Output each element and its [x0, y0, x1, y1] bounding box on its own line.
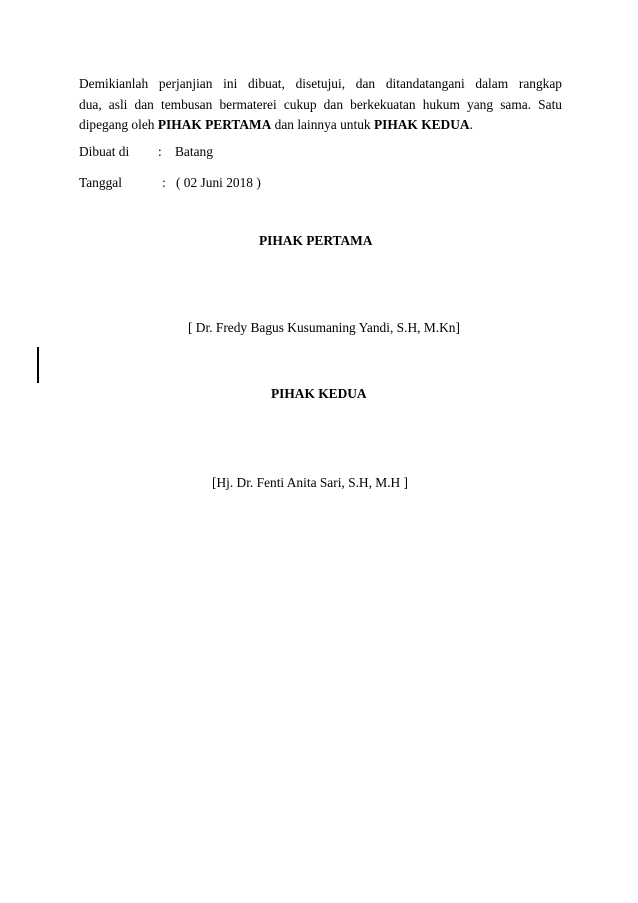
party-two-heading: PIHAK KEDUA: [271, 386, 367, 401]
paragraph-line-3-prefix: dipegang oleh: [79, 117, 158, 132]
party-two-name: [Hj. Dr. Fenti Anita Sari, S.H, M.H ]: [212, 475, 409, 490]
party-one-heading: PIHAK PERTAMA: [259, 233, 373, 248]
paragraph-line-3-middle: dan lainnya untuk: [271, 117, 374, 132]
made-in-value: Batang: [175, 144, 213, 159]
party-two-reference: PIHAK KEDUA: [373, 117, 470, 132]
made-in-colon: :: [158, 144, 162, 159]
date-value: ( 02 Juni 2018 ): [176, 175, 261, 190]
paragraph-line-1: Demikianlah perjanjian ini dibuat, disetujui, dan ditandatangani dalam rangkap: [79, 76, 562, 91]
date-label: Tanggal: [79, 175, 122, 190]
margin-change-bar: [37, 347, 39, 383]
paragraph-line-2: dua, asli dan tembusan bermaterei cukup dan berkekuatan hukum yang sama. Satu: [79, 96, 562, 112]
paragraph-line-3: [79, 115, 562, 136]
date-colon: :: [162, 175, 166, 190]
party-one-reference: PIHAK PERTAMA: [157, 117, 272, 132]
closing-paragraph: [79, 74, 562, 136]
party-one-name: [ Dr. Fredy Bagus Kusumaning Yandi, S.H, M.Kn]: [188, 320, 460, 335]
made-in-label: Dibuat di: [79, 144, 130, 159]
paragraph-line-3-suffix: .: [469, 117, 473, 132]
